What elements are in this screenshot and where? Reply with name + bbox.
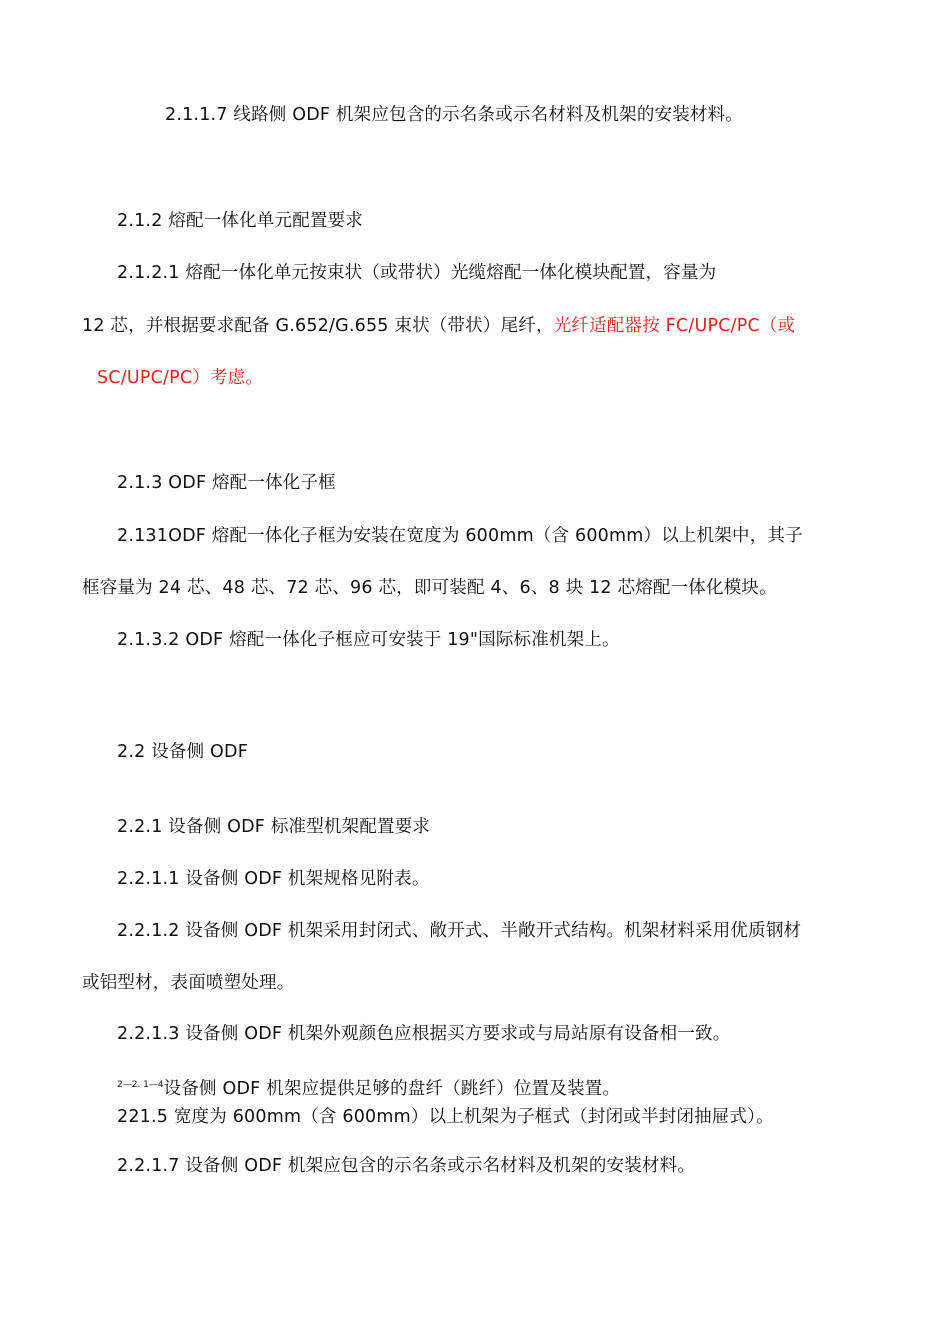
paragraph-2-1-3-2: 2.1.3.2 ODF 熔配一体化子框应可安装于 19"国际标准机架上。 <box>117 630 620 650</box>
paragraph-2-2-1-3: 2.2.1.3 设备侧 ODF 机架外观颜色应根据买方要求或与局站原有设备相一致。 <box>117 1024 731 1044</box>
paragraph-2-1-2-1-red-text: 光纤适配器按 FC/UPC/PC（或 <box>553 316 796 336</box>
heading-2-1-3: 2.1.3 ODF 熔配一体化子框 <box>117 473 336 493</box>
heading-2-2-1: 2.2.1 设备侧 ODF 标准型机架配置要求 <box>117 817 431 837</box>
paragraph-2-1-3-1-line2: 框容量为 24 芯、48 芯、72 芯、96 芯，即可装配 4、6、8 块 12 芯熔配一体化模块。 <box>82 578 777 598</box>
paragraph-2-2-1-4-text: 设备侧 ODF 机架应提供足够的盘纤（跳纤）位置及装置。 <box>163 1079 621 1099</box>
paragraph-2-2-1-2-line2: 或铝型材，表面喷塑处理。 <box>82 973 295 993</box>
paragraph-2-2-1-2-line1: 2.2.1.2 设备侧 ODF 机架采用封闭式、敞开式、半敞开式结构。机架材料采用优质钢材 <box>117 921 802 941</box>
paragraph-2-2-1-4-number: 2—2. 1—4 <box>117 1080 164 1090</box>
paragraph-2-2-1-5: 221.5 宽度为 600mm（含 600mm）以上机架为子框式（封闭或半封闭抽屉式）。 <box>117 1107 774 1127</box>
paragraph-2-2-1-1: 2.2.1.1 设备侧 ODF 机架规格见附表。 <box>117 869 430 889</box>
paragraph-2-1-2-1-line2 <box>82 314 795 338</box>
heading-2-2: 2.2 设备侧 ODF <box>117 742 248 762</box>
paragraph-2-1-2-1-line1: 2.1.2.1 熔配一体化单元按束状（或带状）光缆熔配一体化模块配置，容量为 <box>117 263 717 283</box>
paragraph-2-2-1-7: 2.2.1.7 设备侧 ODF 机架应包含的示名条或示名材料及机架的安装材料。 <box>117 1156 696 1176</box>
heading-2-1-2: 2.1.2 熔配一体化单元配置要求 <box>117 211 363 231</box>
paragraph-2-1-2-1-line3: SC/UPC/PC）考虑。 <box>97 368 264 388</box>
paragraph-2-1-1-7: 2.1.1.7 线路侧 ODF 机架应包含的示名条或示名材料及机架的安装材料。 <box>165 105 744 125</box>
paragraph-2-1-3-1-line1: 2.131ODF 熔配一体化子框为安装在宽度为 600mm（含 600mm）以上机架中，其子 <box>117 526 803 546</box>
paragraph-2-2-1-4 <box>117 1073 620 1101</box>
paragraph-2-1-2-1-black-text: 12 芯，并根据要求配备 G.652/G.655 束状（带状）尾纤， <box>82 316 554 336</box>
